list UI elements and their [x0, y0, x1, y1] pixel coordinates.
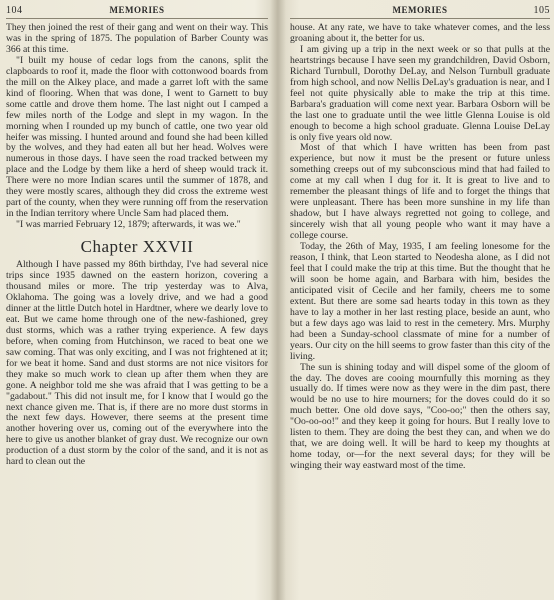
book-gutter — [270, 0, 286, 600]
chapter-heading: Chapter XXVII — [80, 237, 194, 257]
left-running-title: MEMORIES — [109, 5, 165, 15]
paragraph: house. At any rate, we have to take whatever comes, and the less groaning about it, the better for us. — [290, 22, 550, 44]
paragraph: "I built my house of cedar logs from the canons, split the clapboards to roof it, made the floor with cottonwood boards from the mill on the Alkey place, and made a garret loft with the same kind of flooring. When that was done, I went to Garnett to buy some cattle and drove them home. The last night out I camped a few miles north of the Lodge and slept in my wagon. In the morning when I rounded up my bunch of cattle, one two year old heifer was missing. I hunted around and found she had been killed by the wolves, and they had eaten all but her head. Wolves were numerous in those days. I have seen the road tracked between my place and the Lodge by them like a herd of sheep would track it. There were no more Indian scares until the summer of 1878, and they were mostly scares, although they did cross the extreme west part of the county, when they were running off from the reservation in the Indian territory where Uncle Sam had placed them. — [6, 54, 268, 220]
left-page-body — [6, 23, 268, 468]
right-page-number: 105 — [533, 5, 550, 16]
left-page — [6, 4, 268, 468]
paragraph: Although I have passed my 86th birthday, I've had several nice trips since 1935 dawned on the eastern horizon, covering a thousand miles or more. The trip yesterday was to Alva, Oklahoma. The going was a lovely drive, and we had a good dinner at the little Dutch hotel in Hardtner, where we dearly love to eat. But we came home through one of the new-fashioned, grey dust storms, which was a rather trying experience. A few days before, when coming from Hutchinson, we raced to beat one we saw coming. That was only exciting, and I was not frightened at it; for we beat it home. Sand and dust storms are not nice visitors for they make so much work to clean up after them when they are gone. A neighbor told me she was afraid that I was getting to be a "gadabout." This did not insult me, for I know that I would go the next chance given me. That is, if there are no more dust storms in the next few days. However, there seems at the present time another hovering over us, coming out of the everywhere into the here to give us another blanket of gray dust. We recognize our own production of a dust storm by the color of the sand, and it is not as hard to clean out the — [6, 259, 268, 468]
paragraph: I am giving up a trip in the next week or so that pulls at the heartstrings because I have seen my grandchildren, David Osborn, Richard Turnbull, Dorothy DeLay, and Nelson Turnbull graduate from high school, and now Nellis DeLay's graduation is near, and I feel not quite physically able to make the trip at this time. Barbara's graduation will come next year. Barbara Osborn will be the last one to graduate until the wee little Glenna Louise is old enough to become a high school graduate. Glenna Louise DeLay is only five years old now. — [290, 43, 550, 143]
right-running-title: MEMORIES — [392, 5, 448, 15]
paragraph: Most of that which I have written has been from past experience, but now it must be the present or future unless something creeps out of my subconscious mind that had failed to come at my call when I dug for it. It is great to live and to remember the pleasant things of life and to forget the things that were unpleasant. There has been more sunshine in my life than shadow, but I have always regretted not going to college, and sincerely wish that all young people who want it may have a college course. — [290, 142, 550, 242]
paragraph: They then joined the rest of their gang and went on their way. This was in the spring of 1875. The population of Barber County was 366 at this time. — [6, 22, 268, 55]
right-page — [290, 4, 550, 472]
paragraph: "I was married February 12, 1879; afterwards, it was we." — [16, 219, 241, 231]
right-running-head — [290, 4, 550, 19]
left-running-head — [6, 4, 268, 19]
paragraph: The sun is shining today and will dispel some of the gloom of the day. The doves are cooing mournfully this morning as they usually do. If times were now as they were in the dim past, there would be no use to hire mourners; for the doves could do it so much better. One old dove says, "Coo-oo;" then the others say, "Oo-oo-oo!" and they keep it going for hours. But I really love to listen to them. They are doing the best they can, and when we do that, we are doing well. It will be hard to keep my thoughts at home today, or—for the next several days; for they will be winging their way eastward most of the time. — [290, 361, 550, 472]
paragraph: Today, the 26th of May, 1935, I am feeling lonesome for the reason, I think, that Leon started to Neodesha alone, as I did not feel that I could make the trip at this time. But the thought that he will soon be home again, and Barbara with him, besides the anticipated visit of Cecile and her family, cheers me to some extent. But there are some sad hearts today in this town as they have to lay a mother in her last resting place, beside an aunt, who but a few days ago was laid to rest in the cemetery. Mrs. Murphy had been a Sunday-school classmate of mine for a number of years. Our city on the hill seems to grow faster than this city of the living. — [290, 241, 550, 362]
right-page-body — [290, 23, 550, 472]
left-page-number: 104 — [6, 5, 23, 16]
